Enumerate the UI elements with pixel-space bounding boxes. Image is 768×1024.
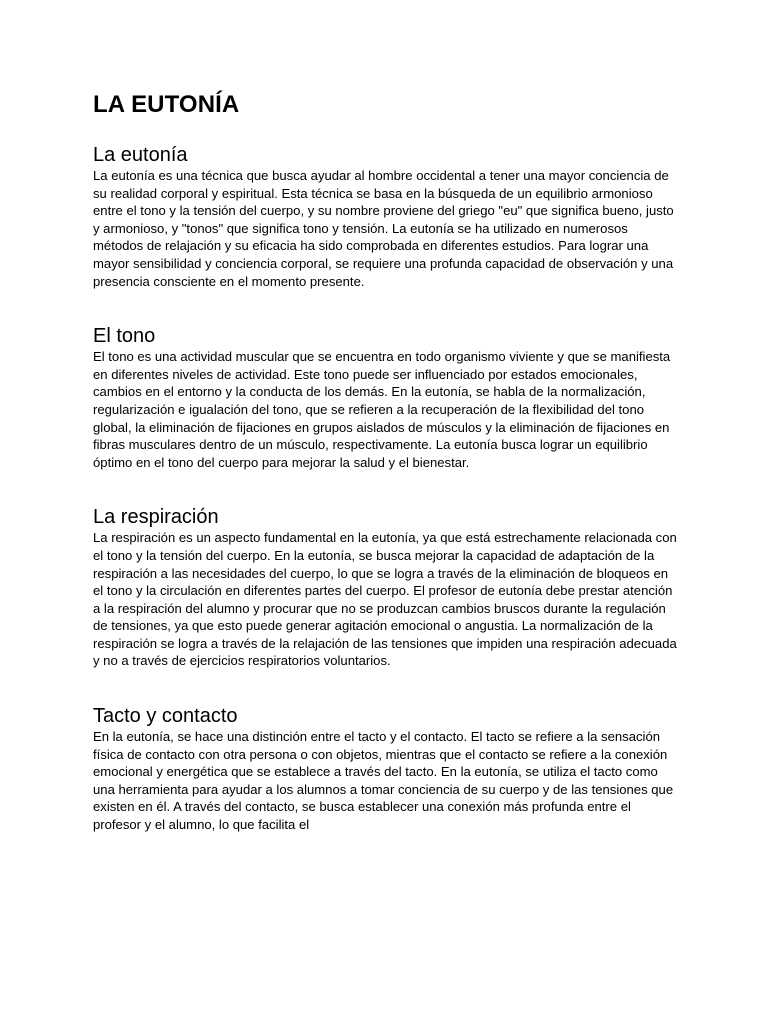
section-body-la-respiracion: La respiración es un aspecto fundamental en la eutonía, ya que está estrechamente relacionada con el tono y la tensión del cuerpo. En la eutonía, se busca mejorar la capacidad de adaptación de la respiración a las necesidades del cuerpo, lo que se logra a través de la eliminación de bloqueos en el tono y la circulación en diferentes partes del cuerpo. El profesor de eutonía debe prestar atención a la respiración del alumno y procurar que no se produzcan cambios bruscos durante la regulación de tensiones, ya que esto puede generar agitación emocional o angustia. La normalización de la respiración se logra a través de la relajación de las tensiones que impiden una respiración adecuada y no a través de ejercicios respiratorios voluntarios. [93,530,677,669]
section-la-respiracion [93,505,677,670]
section-body-el-tono: El tono es una actividad muscular que se encuentra en todo organismo viviente y que se manifiesta en diferentes niveles de actividad. Este tono puede ser influenciado por estados emocionales, cambios en el entorno y la conducta de los demás. En la eutonía, se habla de la normalización, regularización e igualación del tono, que se refieren a la recuperación de la flexibilidad del tono global, la eliminación de fijaciones en grupos aislados de músculos y la eliminación de fijaciones en fibras musculares dentro de un músculo, respectivamente. La eutonía busca lograr un equilibrio óptimo en el tono del cuerpo para mejorar la salud y el bienestar. [93,349,671,470]
section-el-tono [93,324,677,471]
document-page [93,90,677,832]
section-heading-tacto-y-contacto: Tacto y contacto [93,705,238,728]
section-tacto-y-contacto [93,704,677,832]
section-heading-la-respiracion: La respiración [93,506,219,529]
section-body-la-eutonia: La eutonía es una técnica que busca ayudar al hombre occidental a tener una mayor conciencia de su realidad corporal y espiritual. Esta técnica se basa en la búsqueda de un equilibrio armonioso entre el tono y la tensión del cuerpo, y su nombre proviene del griego "eu" que significa bueno, justo y armonioso, y "tonos" que significa tono y tensión. La eutonía se ha utilizado en numerosos métodos de relajación y su eficacia ha sido comprobada en diferentes estudios. Para lograr una mayor sensibilidad y conciencia corporal, se requiere una profunda capacidad de observación y una presencia consciente en el momento presente. [93,168,674,289]
section-la-eutonia [93,143,677,290]
section-heading-la-eutonia: La eutonía [93,144,188,166]
section-heading-el-tono: El tono [93,325,156,348]
section-spacer [93,670,677,704]
section-body-tacto-y-contacto: En la eutonía, se hace una distinción entre el tacto y el contacto. El tacto se refiere a la sensación física de contacto con otra persona o con objetos, mientras que el contacto se refiere a la conexión emocional y energética que se establece a través del tacto. En la eutonía, se utiliza el tacto como una herramienta para ayudar a los alumnos a tomar conciencia de su cuerpo y de las tensiones que existen en él. A través del contacto, se busca establecer una conexión más profunda entre el profesor y el alumno, lo que facilita el [93,729,674,833]
section-spacer [93,471,677,505]
document-title: LA EUTONÍA [93,91,240,118]
section-spacer [93,290,677,324]
